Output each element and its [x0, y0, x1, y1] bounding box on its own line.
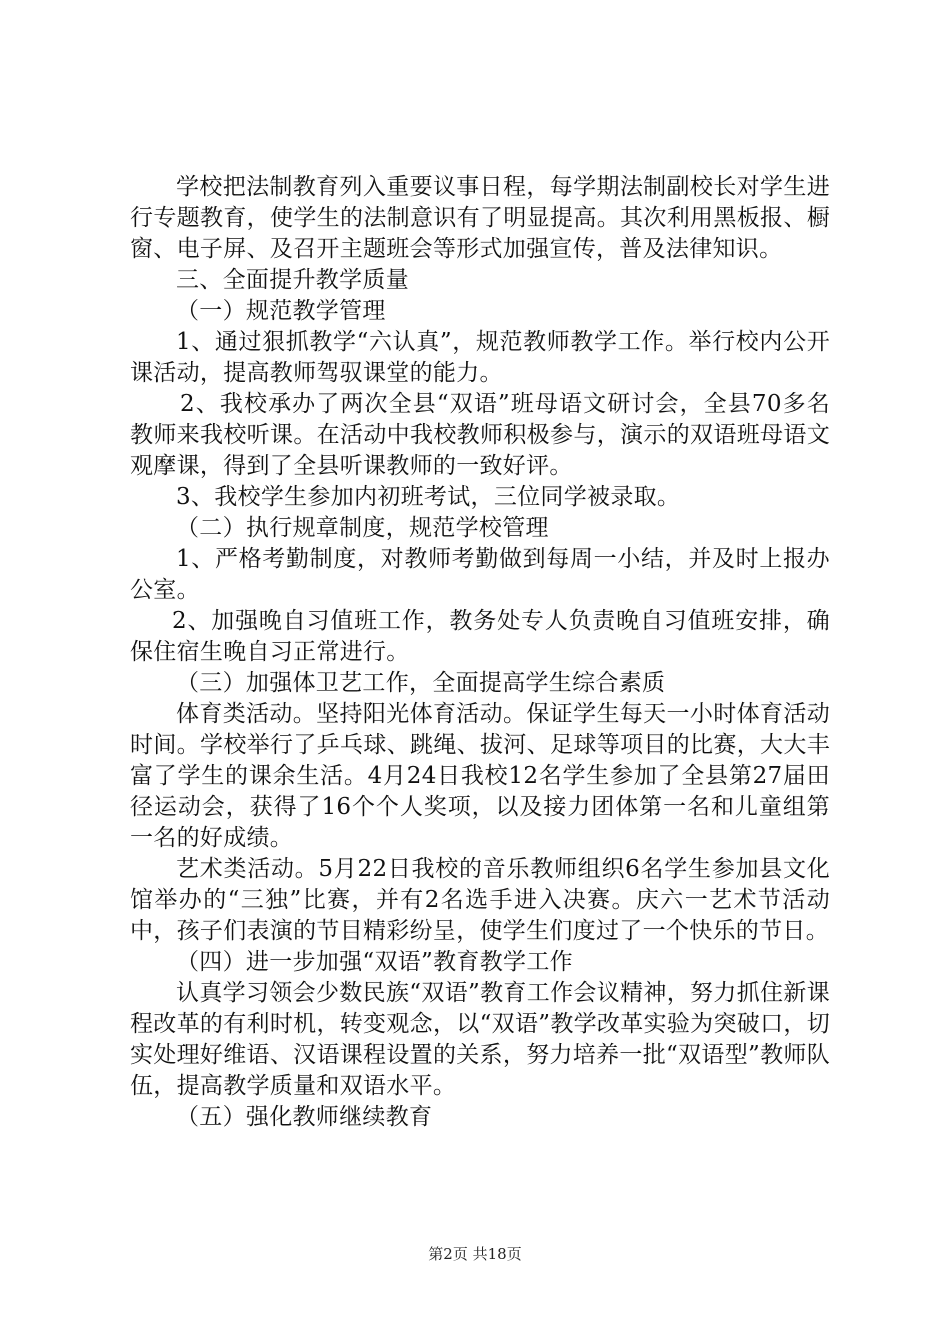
heading-subsection-three: （三）加强体卫艺工作，全面提高学生综合素质	[176, 670, 666, 696]
paragraph-item-3: 3、我校学生参加内初班考试，三位同学被录取。	[176, 484, 681, 510]
page-footer	[0, 1244, 950, 1264]
page-number-label: 第2页 共18页	[428, 1245, 522, 1263]
heading-subsection-five: （五）强化教师继续教育	[176, 1104, 433, 1130]
paragraph-evening-study: 2、加强晚自习值班工作，教务处专人负责晚自习值班安排，确保住宿生晚自习正常进行。	[130, 608, 830, 665]
paragraph-arts: 艺术类活动。5月22日我校的音乐教师组织6名学生参加县文化馆举办的“三独”比赛，并有2名选手进入决赛。庆六一艺术节活动中，孩子们表演的节目精彩纷呈，使学生们度过了一个快乐的节日。	[130, 856, 830, 944]
paragraph-attendance: 1、严格考勤制度，对教师考勤做到每周一小结，并及时上报办公室。	[130, 546, 830, 603]
heading-subsection-four: （四）进一步加强“双语”教育教学工作	[176, 949, 573, 975]
heading-section-three: 三、全面提升教学质量	[176, 267, 409, 293]
paragraph-item-2: 2、我校承办了两次全县“双语”班母语文研讨会，全县70多名教师来我校听课。在活动中我校教师积极参与，演示的双语班母语文观摩课，得到了全县听课教师的一致好评。	[130, 391, 830, 479]
paragraph-bilingual: 认真学习领会少数民族“双语”教育工作会议精神，努力抓住新课程改革的有利时机，转变观念，以“双语”教学改革实验为突破口，切实处理好维语、汉语课程设置的关系，努力培养一批“双语型”教师队伍，提高教学质量和双语水平。	[130, 980, 830, 1099]
heading-subsection-two: （二）执行规章制度，规范学校管理	[176, 515, 549, 541]
document-body	[130, 172, 830, 1133]
paragraph-legal-education: 学校把法制教育列入重要议事日程，每学期法制副校长对学生进行专题教育，使学生的法制意识有了明显提高。其次利用黑板报、橱窗、电子屏、及召开主题班会等形式加强宣传，普及法律知识。	[130, 174, 830, 262]
paragraph-sports: 体育类活动。坚持阳光体育活动。保证学生每天一小时体育活动时间。学校举行了乒乓球、跳绳、拔河、足球等项目的比赛，大大丰富了学生的课余生活。4月24日我校12名学生参加了全县第27届田径运动会，获得了16个个人奖项，以及接力团体第一名和儿童组第一名的好成绩。	[130, 701, 830, 851]
heading-subsection-one: （一）规范教学管理	[176, 298, 386, 324]
paragraph-item-1: 1、通过狠抓教学“六认真”，规范教师教学工作。举行校内公开课活动，提高教师驾驭课堂的能力。	[130, 329, 830, 386]
